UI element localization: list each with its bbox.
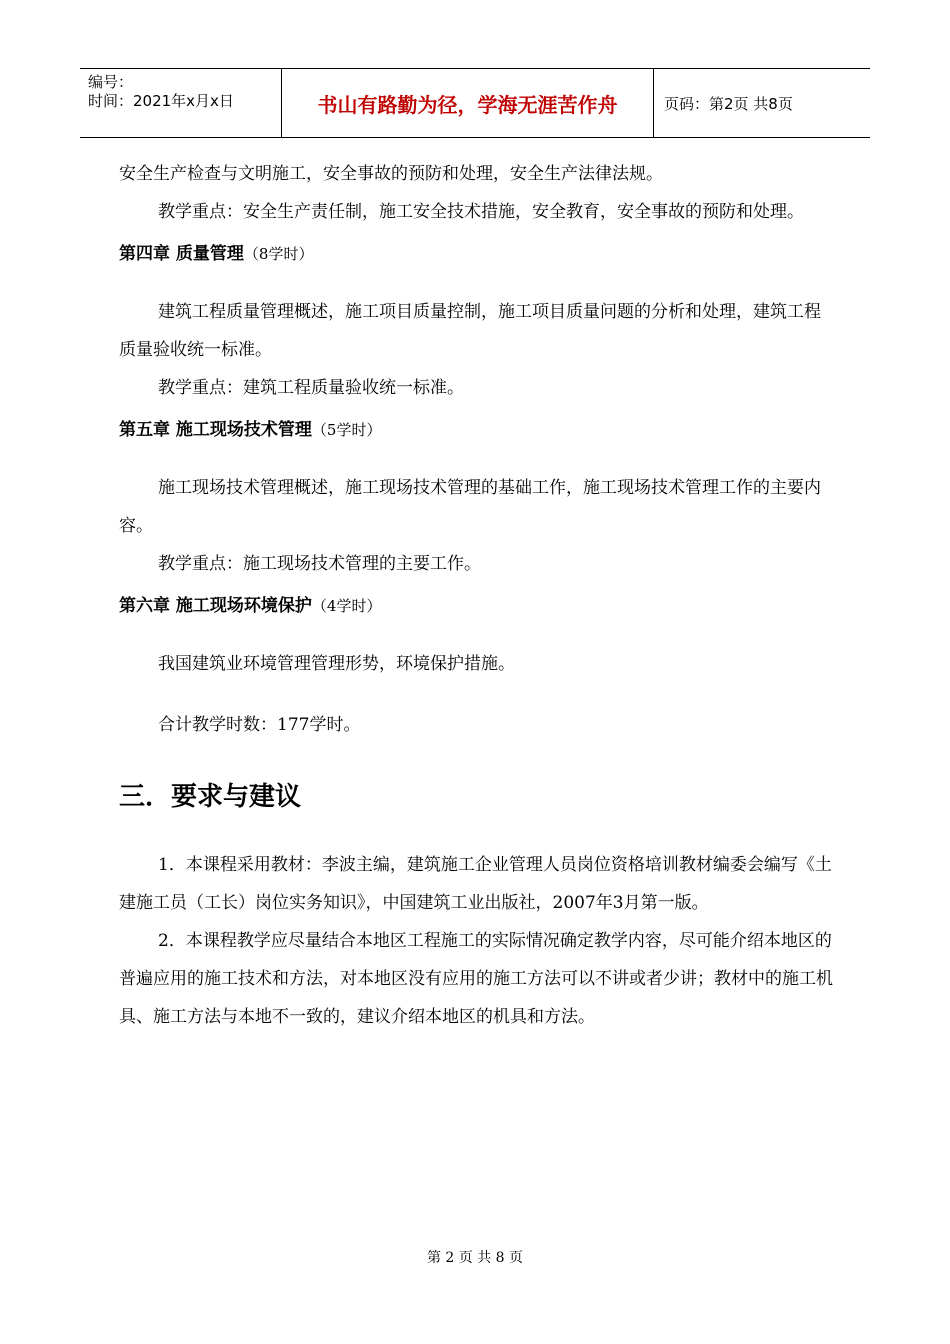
paragraph: 施工现场技术管理概述，施工现场技术管理的基础工作，施工现场技术管理工作的主要内容。	[119, 478, 821, 536]
paragraph: 1．本课程采用教材：李波主编，建筑施工企业管理人员岗位资格培训教材编委会编写《土建施工员（工长）岗位实务知识》，中国建筑工业出版社，2007年3月第一版。	[119, 855, 832, 913]
header-time: 时间：2021年x月x日	[88, 92, 234, 110]
chapter-hours: （4学时）	[311, 597, 382, 615]
paragraph: 教学重点：施工现场技术管理的主要工作。	[158, 554, 481, 574]
header-number: 编号：	[88, 73, 134, 91]
page-footer: 第 2 页 共 8 页	[426, 1250, 524, 1266]
chapter-title: 第五章 施工现场技术管理	[119, 420, 312, 440]
chapter-title: 第六章 施工现场环境保护	[119, 596, 312, 616]
paragraph: 教学重点：安全生产责任制，施工安全技术措施，安全教育，安全事故的预防和处理。	[158, 202, 804, 222]
chapter-hours: （5学时）	[311, 421, 382, 439]
chapter-heading	[119, 242, 834, 266]
chapter-hours: （8学时）	[243, 245, 314, 263]
page-header	[80, 68, 870, 138]
header-page-number: 页码：第2页 共8页	[664, 94, 793, 113]
paragraph: 2．本课程教学应尽量结合本地区工程施工的实际情况确定教学内容，尽可能介绍本地区的普遍应用的施工技术和方法，对本地区没有应用的施工方法可以不讲或者少讲；教材中的施工机具、施工方法与本地不一致的，建议介绍本地区的机具和方法。	[119, 931, 833, 1027]
header-meta	[80, 69, 282, 137]
header-motto: 书山有路勤为径，学海无涯苦作舟	[282, 69, 654, 137]
paragraph: 教学重点：建筑工程质量验收统一标准。	[158, 378, 464, 398]
paragraph: 我国建筑业环境管理管理形势，环境保护措施。	[158, 654, 515, 674]
chapter-heading	[119, 594, 834, 618]
document-body	[119, 155, 834, 1036]
total-hours: 合计教学时数：177学时。	[158, 715, 361, 735]
paragraph: 建筑工程质量管理概述，施工项目质量控制，施工项目质量问题的分析和处理，建筑工程质量验收统一标准。	[119, 302, 821, 360]
section-heading: 三．要求与建议	[119, 782, 302, 812]
chapter-title: 第四章 质量管理	[119, 244, 244, 264]
paragraph: 安全生产检查与文明施工，安全事故的预防和处理，安全生产法律法规。	[119, 164, 663, 184]
chapter-heading	[119, 418, 834, 442]
